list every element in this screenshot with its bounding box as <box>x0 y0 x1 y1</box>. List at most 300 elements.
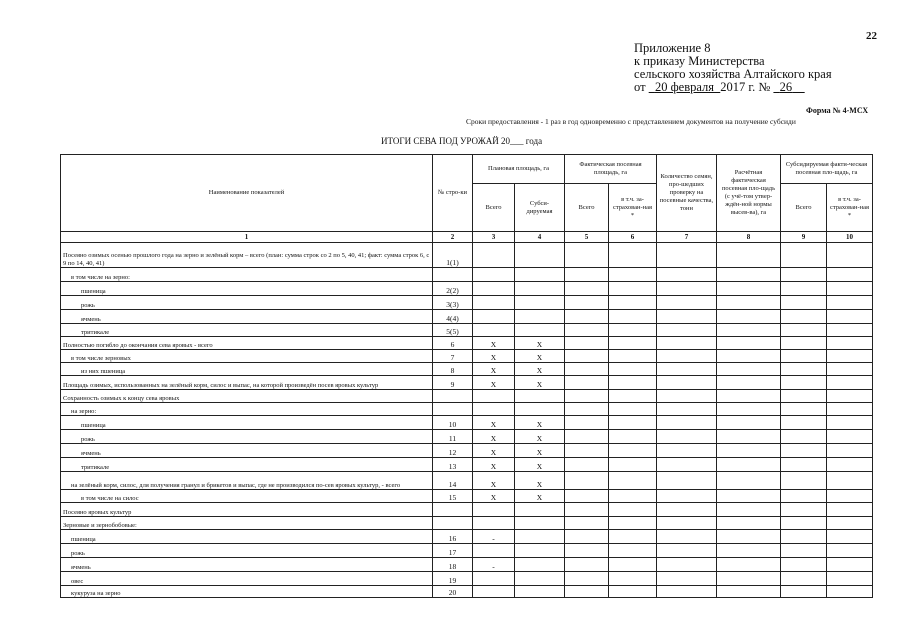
empty-value-cell <box>657 268 717 282</box>
empty-value-cell <box>827 472 873 490</box>
planned-cell: - <box>473 530 515 544</box>
empty-value-cell <box>657 458 717 472</box>
submission-deadline: Сроки предоставления - 1 раз в год одновременно с представлением документов на получение субсиди <box>466 117 796 126</box>
column-number: 2 <box>433 232 473 243</box>
planned-cell <box>515 268 565 282</box>
table-row <box>61 363 873 376</box>
empty-value-cell <box>565 517 609 530</box>
document-title: ИТОГИ СЕВА ПОД УРОЖАЙ 20___ года <box>381 136 543 146</box>
empty-value-cell <box>827 282 873 296</box>
planned-cell <box>515 390 565 403</box>
empty-value-cell <box>827 390 873 403</box>
empty-value-cell <box>781 444 827 458</box>
line-number: 8 <box>433 363 473 376</box>
table-row <box>61 530 873 544</box>
line-number: 1(1) <box>433 243 473 268</box>
line-number: 16 <box>433 530 473 544</box>
empty-value-cell <box>717 430 781 444</box>
empty-value-cell <box>657 296 717 310</box>
planned-cell <box>515 544 565 558</box>
planned-cell: X <box>515 337 565 350</box>
empty-value-cell <box>609 444 657 458</box>
header-planned-subsidized: Субси-дируемая <box>515 184 565 232</box>
planned-cell <box>515 296 565 310</box>
empty-value-cell <box>609 243 657 268</box>
table-row <box>61 572 873 586</box>
line-number: 15 <box>433 490 473 503</box>
table-row <box>61 282 873 296</box>
indicator-name: в том числе на зерно: <box>61 268 433 282</box>
header-indicator-name: Наименование показателей <box>61 155 433 232</box>
empty-value-cell <box>657 490 717 503</box>
line-number: 20 <box>433 586 473 598</box>
planned-cell <box>515 243 565 268</box>
indicator-name: ячмень <box>61 310 433 324</box>
indicator-name: в том числе зерновых <box>61 350 433 363</box>
empty-value-cell <box>781 376 827 390</box>
empty-value-cell <box>717 403 781 416</box>
planned-cell: X <box>473 430 515 444</box>
empty-value-cell <box>781 324 827 337</box>
empty-value-cell <box>609 403 657 416</box>
empty-value-cell <box>827 444 873 458</box>
empty-value-cell <box>565 337 609 350</box>
empty-value-cell <box>657 390 717 403</box>
table-row <box>61 444 873 458</box>
empty-value-cell <box>827 337 873 350</box>
empty-value-cell <box>827 490 873 503</box>
empty-value-cell <box>717 517 781 530</box>
empty-value-cell <box>565 558 609 572</box>
line-number <box>433 403 473 416</box>
empty-value-cell <box>657 363 717 376</box>
planned-cell: X <box>473 337 515 350</box>
appendix-line-1: Приложение 8 <box>634 41 711 55</box>
page-number: 22 <box>866 30 877 42</box>
empty-value-cell <box>827 558 873 572</box>
empty-value-cell <box>781 472 827 490</box>
empty-value-cell <box>717 363 781 376</box>
table-row <box>61 390 873 403</box>
empty-value-cell <box>717 324 781 337</box>
empty-value-cell <box>827 530 873 544</box>
empty-value-cell <box>717 444 781 458</box>
indicator-name: Посеяно яровых культур <box>61 503 433 517</box>
empty-value-cell <box>827 430 873 444</box>
header-planned-total: Всего <box>473 184 515 232</box>
empty-value-cell <box>781 268 827 282</box>
indicator-name: рожь <box>61 544 433 558</box>
planned-cell: X <box>515 458 565 472</box>
empty-value-cell <box>717 490 781 503</box>
form-number: Форма № 4-МСХ <box>806 106 869 115</box>
table-row <box>61 472 873 490</box>
empty-value-cell <box>609 390 657 403</box>
appendix-date: 20 февраля <box>654 80 715 94</box>
empty-value-cell <box>657 337 717 350</box>
line-number: 6 <box>433 337 473 350</box>
planned-cell: X <box>473 350 515 363</box>
empty-value-cell <box>781 403 827 416</box>
line-number: 3(3) <box>433 296 473 310</box>
empty-value-cell <box>609 544 657 558</box>
indicator-name: из них пшеница <box>61 363 433 376</box>
indicator-name: Сохранность озимых к концу сева яровых <box>61 390 433 403</box>
empty-value-cell <box>717 337 781 350</box>
planned-cell <box>473 282 515 296</box>
line-number <box>433 517 473 530</box>
empty-value-cell <box>827 517 873 530</box>
empty-value-cell <box>781 572 827 586</box>
empty-value-cell <box>565 430 609 444</box>
empty-value-cell <box>781 544 827 558</box>
appendix-line-4 <box>634 81 805 94</box>
empty-value-cell <box>717 458 781 472</box>
empty-value-cell <box>657 444 717 458</box>
empty-value-cell <box>565 503 609 517</box>
empty-value-cell <box>565 444 609 458</box>
empty-value-cell <box>827 572 873 586</box>
empty-value-cell <box>565 572 609 586</box>
empty-value-cell <box>827 268 873 282</box>
empty-value-cell <box>657 282 717 296</box>
empty-value-cell <box>717 390 781 403</box>
line-number: 7 <box>433 350 473 363</box>
empty-value-cell <box>781 490 827 503</box>
empty-value-cell <box>657 416 717 430</box>
empty-value-cell <box>717 282 781 296</box>
empty-value-cell <box>717 268 781 282</box>
table-row <box>61 310 873 324</box>
empty-value-cell <box>657 503 717 517</box>
empty-value-cell <box>609 363 657 376</box>
empty-value-cell <box>609 310 657 324</box>
empty-value-cell <box>609 503 657 517</box>
empty-value-cell <box>717 530 781 544</box>
table-row <box>61 324 873 337</box>
empty-value-cell <box>565 243 609 268</box>
empty-value-cell <box>657 243 717 268</box>
planned-cell: X <box>473 363 515 376</box>
empty-value-cell <box>657 324 717 337</box>
empty-value-cell <box>609 268 657 282</box>
table-row <box>61 376 873 390</box>
empty-value-cell <box>827 586 873 598</box>
empty-value-cell <box>717 350 781 363</box>
header-planned-area: Плановая площадь, га <box>473 155 565 184</box>
empty-value-cell <box>609 324 657 337</box>
indicator-name: Полностью погибло до окончания сева яровых - всего <box>61 337 433 350</box>
empty-value-cell <box>609 530 657 544</box>
table-row <box>61 268 873 282</box>
empty-value-cell <box>565 472 609 490</box>
empty-value-cell <box>827 296 873 310</box>
planned-cell: X <box>515 472 565 490</box>
empty-value-cell <box>609 296 657 310</box>
empty-value-cell <box>609 586 657 598</box>
line-number: 11 <box>433 430 473 444</box>
header-actual-total: Всего <box>565 184 609 232</box>
planned-cell: X <box>473 376 515 390</box>
table-row <box>61 430 873 444</box>
line-number: 5(5) <box>433 324 473 337</box>
empty-value-cell <box>657 572 717 586</box>
planned-cell <box>515 282 565 296</box>
line-number: 18 <box>433 558 473 572</box>
empty-value-cell <box>657 430 717 444</box>
header-subsidized-total: Всего <box>781 184 827 232</box>
empty-value-cell <box>781 558 827 572</box>
empty-value-cell <box>609 430 657 444</box>
appendix-line-2: к приказу Министерства <box>634 54 765 68</box>
planned-cell <box>473 503 515 517</box>
indicator-name: ячмень <box>61 444 433 458</box>
table-row <box>61 403 873 416</box>
indicator-name: Зерновые и зернобобовые: <box>61 517 433 530</box>
column-number: 4 <box>515 232 565 243</box>
empty-value-cell <box>717 472 781 490</box>
indicator-name: на зелёный корм, силос, для получения гранул и брикетов и выпас, где не производился по-сев яровых культур, - всего <box>61 472 433 490</box>
empty-value-cell <box>781 282 827 296</box>
empty-value-cell <box>565 416 609 430</box>
empty-value-cell <box>781 586 827 598</box>
column-number: 3 <box>473 232 515 243</box>
planned-cell <box>473 296 515 310</box>
empty-value-cell <box>781 310 827 324</box>
empty-value-cell <box>565 282 609 296</box>
planned-cell <box>515 403 565 416</box>
table-row <box>61 558 873 572</box>
planned-cell <box>515 310 565 324</box>
planned-cell: X <box>515 350 565 363</box>
empty-value-cell <box>609 517 657 530</box>
line-number: 17 <box>433 544 473 558</box>
table-row <box>61 490 873 503</box>
empty-value-cell <box>827 503 873 517</box>
empty-value-cell <box>565 544 609 558</box>
empty-value-cell <box>609 572 657 586</box>
line-number <box>433 268 473 282</box>
header-seed-quantity: Количество семян, про-шедших проверку на посевные качества, тонн <box>657 155 717 232</box>
planned-cell: X <box>515 490 565 503</box>
table-row <box>61 517 873 530</box>
line-number <box>433 390 473 403</box>
empty-value-cell <box>565 268 609 282</box>
indicator-name: овес <box>61 572 433 586</box>
empty-value-cell <box>565 403 609 416</box>
indicator-name: Посеяно озимых осенью прошлого года на зерно и зелёный корм – всего (план: сумма строк со 2 по 5, 40, 41; факт: сумма строк 6, с 9 по 14, 40, 41) <box>61 243 433 268</box>
planned-cell <box>473 243 515 268</box>
empty-value-cell <box>717 243 781 268</box>
indicator-name: тритикале <box>61 458 433 472</box>
header-actual-area: Фактическая посевная площадь, га <box>565 155 657 184</box>
empty-value-cell <box>827 544 873 558</box>
empty-value-cell <box>827 403 873 416</box>
empty-value-cell <box>609 282 657 296</box>
empty-value-cell <box>781 430 827 444</box>
empty-value-cell <box>827 376 873 390</box>
empty-value-cell <box>657 586 717 598</box>
table-row <box>61 350 873 363</box>
empty-value-cell <box>781 296 827 310</box>
line-number <box>433 503 473 517</box>
planned-cell: X <box>473 458 515 472</box>
column-number: 1 <box>61 232 433 243</box>
planned-cell <box>473 268 515 282</box>
empty-value-cell <box>657 544 717 558</box>
header-actual-insured: в т.ч. за-страхован-ная * <box>609 184 657 232</box>
empty-value-cell <box>657 403 717 416</box>
planned-cell <box>473 517 515 530</box>
empty-value-cell <box>827 458 873 472</box>
empty-value-cell <box>781 416 827 430</box>
indicator-name: пшеница <box>61 416 433 430</box>
planned-cell <box>515 517 565 530</box>
indicator-name: тритикале <box>61 324 433 337</box>
empty-value-cell <box>717 503 781 517</box>
empty-value-cell <box>609 458 657 472</box>
table-row <box>61 296 873 310</box>
column-number: 10 <box>827 232 873 243</box>
line-number: 10 <box>433 416 473 430</box>
empty-value-cell <box>827 243 873 268</box>
planned-cell <box>473 390 515 403</box>
planned-cell: X <box>515 376 565 390</box>
indicator-name: ячмень <box>61 558 433 572</box>
empty-value-cell <box>781 458 827 472</box>
table-row <box>61 458 873 472</box>
empty-value-cell <box>781 390 827 403</box>
header-subsidized-insured: в т.ч. за-страхован-ная * <box>827 184 873 232</box>
empty-value-cell <box>717 416 781 430</box>
planned-cell: X <box>473 490 515 503</box>
line-number: 4(4) <box>433 310 473 324</box>
empty-value-cell <box>609 490 657 503</box>
appendix-line-3: сельского хозяйства Алтайского края <box>634 67 832 81</box>
column-number: 7 <box>657 232 717 243</box>
empty-value-cell <box>657 558 717 572</box>
empty-value-cell <box>827 310 873 324</box>
empty-value-cell <box>781 530 827 544</box>
table-row <box>61 337 873 350</box>
empty-value-cell <box>657 310 717 324</box>
planned-cell <box>473 572 515 586</box>
line-number: 2(2) <box>433 282 473 296</box>
table-row <box>61 544 873 558</box>
empty-value-cell <box>657 472 717 490</box>
empty-value-cell <box>781 363 827 376</box>
planned-cell <box>473 403 515 416</box>
header-subsidized-area: Субсидируемая факти-ческая посевная пло-щадь, га <box>781 155 873 184</box>
column-number: 6 <box>609 232 657 243</box>
planned-cell: X <box>515 444 565 458</box>
empty-value-cell <box>609 416 657 430</box>
empty-value-cell <box>657 350 717 363</box>
empty-value-cell <box>609 558 657 572</box>
indicator-name: на зерно: <box>61 403 433 416</box>
appendix-order-number: 26 <box>779 80 793 94</box>
planned-cell <box>515 558 565 572</box>
appendix-date-prefix: от <box>634 80 646 94</box>
empty-value-cell <box>781 517 827 530</box>
empty-value-cell <box>609 472 657 490</box>
empty-value-cell <box>565 350 609 363</box>
empty-value-cell <box>565 310 609 324</box>
table-row <box>61 503 873 517</box>
table-row <box>61 586 873 598</box>
planned-cell <box>473 544 515 558</box>
planned-cell <box>515 586 565 598</box>
planned-cell <box>515 503 565 517</box>
planned-cell <box>473 586 515 598</box>
empty-value-cell <box>657 517 717 530</box>
empty-value-cell <box>565 376 609 390</box>
indicator-name: рожь <box>61 296 433 310</box>
empty-value-cell <box>717 586 781 598</box>
indicator-name: в том числе на силос <box>61 490 433 503</box>
planned-cell: X <box>515 416 565 430</box>
empty-value-cell <box>565 530 609 544</box>
line-number: 13 <box>433 458 473 472</box>
empty-value-cell <box>781 503 827 517</box>
planned-cell: X <box>473 472 515 490</box>
empty-value-cell <box>827 350 873 363</box>
column-number: 9 <box>781 232 827 243</box>
empty-value-cell <box>717 544 781 558</box>
line-number: 12 <box>433 444 473 458</box>
empty-value-cell <box>827 416 873 430</box>
column-number-row <box>61 232 873 243</box>
empty-value-cell <box>565 363 609 376</box>
header-calculated-area: Расчётная фактическая посевная пло-щадь (с учё-том утвер-ждён-ной нормы высев-ва), га <box>717 155 781 232</box>
empty-value-cell <box>609 350 657 363</box>
empty-value-cell <box>827 363 873 376</box>
line-number: 14 <box>433 472 473 490</box>
indicator-name: пшеница <box>61 530 433 544</box>
header-line-number: № стро-ки <box>433 155 473 232</box>
planned-cell: - <box>473 558 515 572</box>
empty-value-cell <box>565 490 609 503</box>
planned-cell <box>515 530 565 544</box>
empty-value-cell <box>781 337 827 350</box>
planned-cell: X <box>473 444 515 458</box>
empty-value-cell <box>717 296 781 310</box>
planned-cell: X <box>473 416 515 430</box>
empty-value-cell <box>827 324 873 337</box>
planned-cell <box>515 324 565 337</box>
planned-cell: X <box>515 363 565 376</box>
empty-value-cell <box>717 572 781 586</box>
line-number: 9 <box>433 376 473 390</box>
indicator-name: рожь <box>61 430 433 444</box>
empty-value-cell <box>781 243 827 268</box>
empty-value-cell <box>609 376 657 390</box>
planned-cell: X <box>515 430 565 444</box>
indicator-name: кукуруза на зерно <box>61 586 433 598</box>
column-number: 8 <box>717 232 781 243</box>
empty-value-cell <box>781 350 827 363</box>
planned-cell <box>473 324 515 337</box>
line-number: 19 <box>433 572 473 586</box>
empty-value-cell <box>609 337 657 350</box>
appendix-year: 2017 г. № <box>720 80 771 94</box>
indicator-name: Площадь озимых, использованных на зелёный корм, силос и выпас, на которой произведён посев яровых культур <box>61 376 433 390</box>
sowing-results-table <box>60 154 873 598</box>
planned-cell <box>473 310 515 324</box>
empty-value-cell <box>717 376 781 390</box>
column-number: 5 <box>565 232 609 243</box>
planned-cell <box>515 572 565 586</box>
